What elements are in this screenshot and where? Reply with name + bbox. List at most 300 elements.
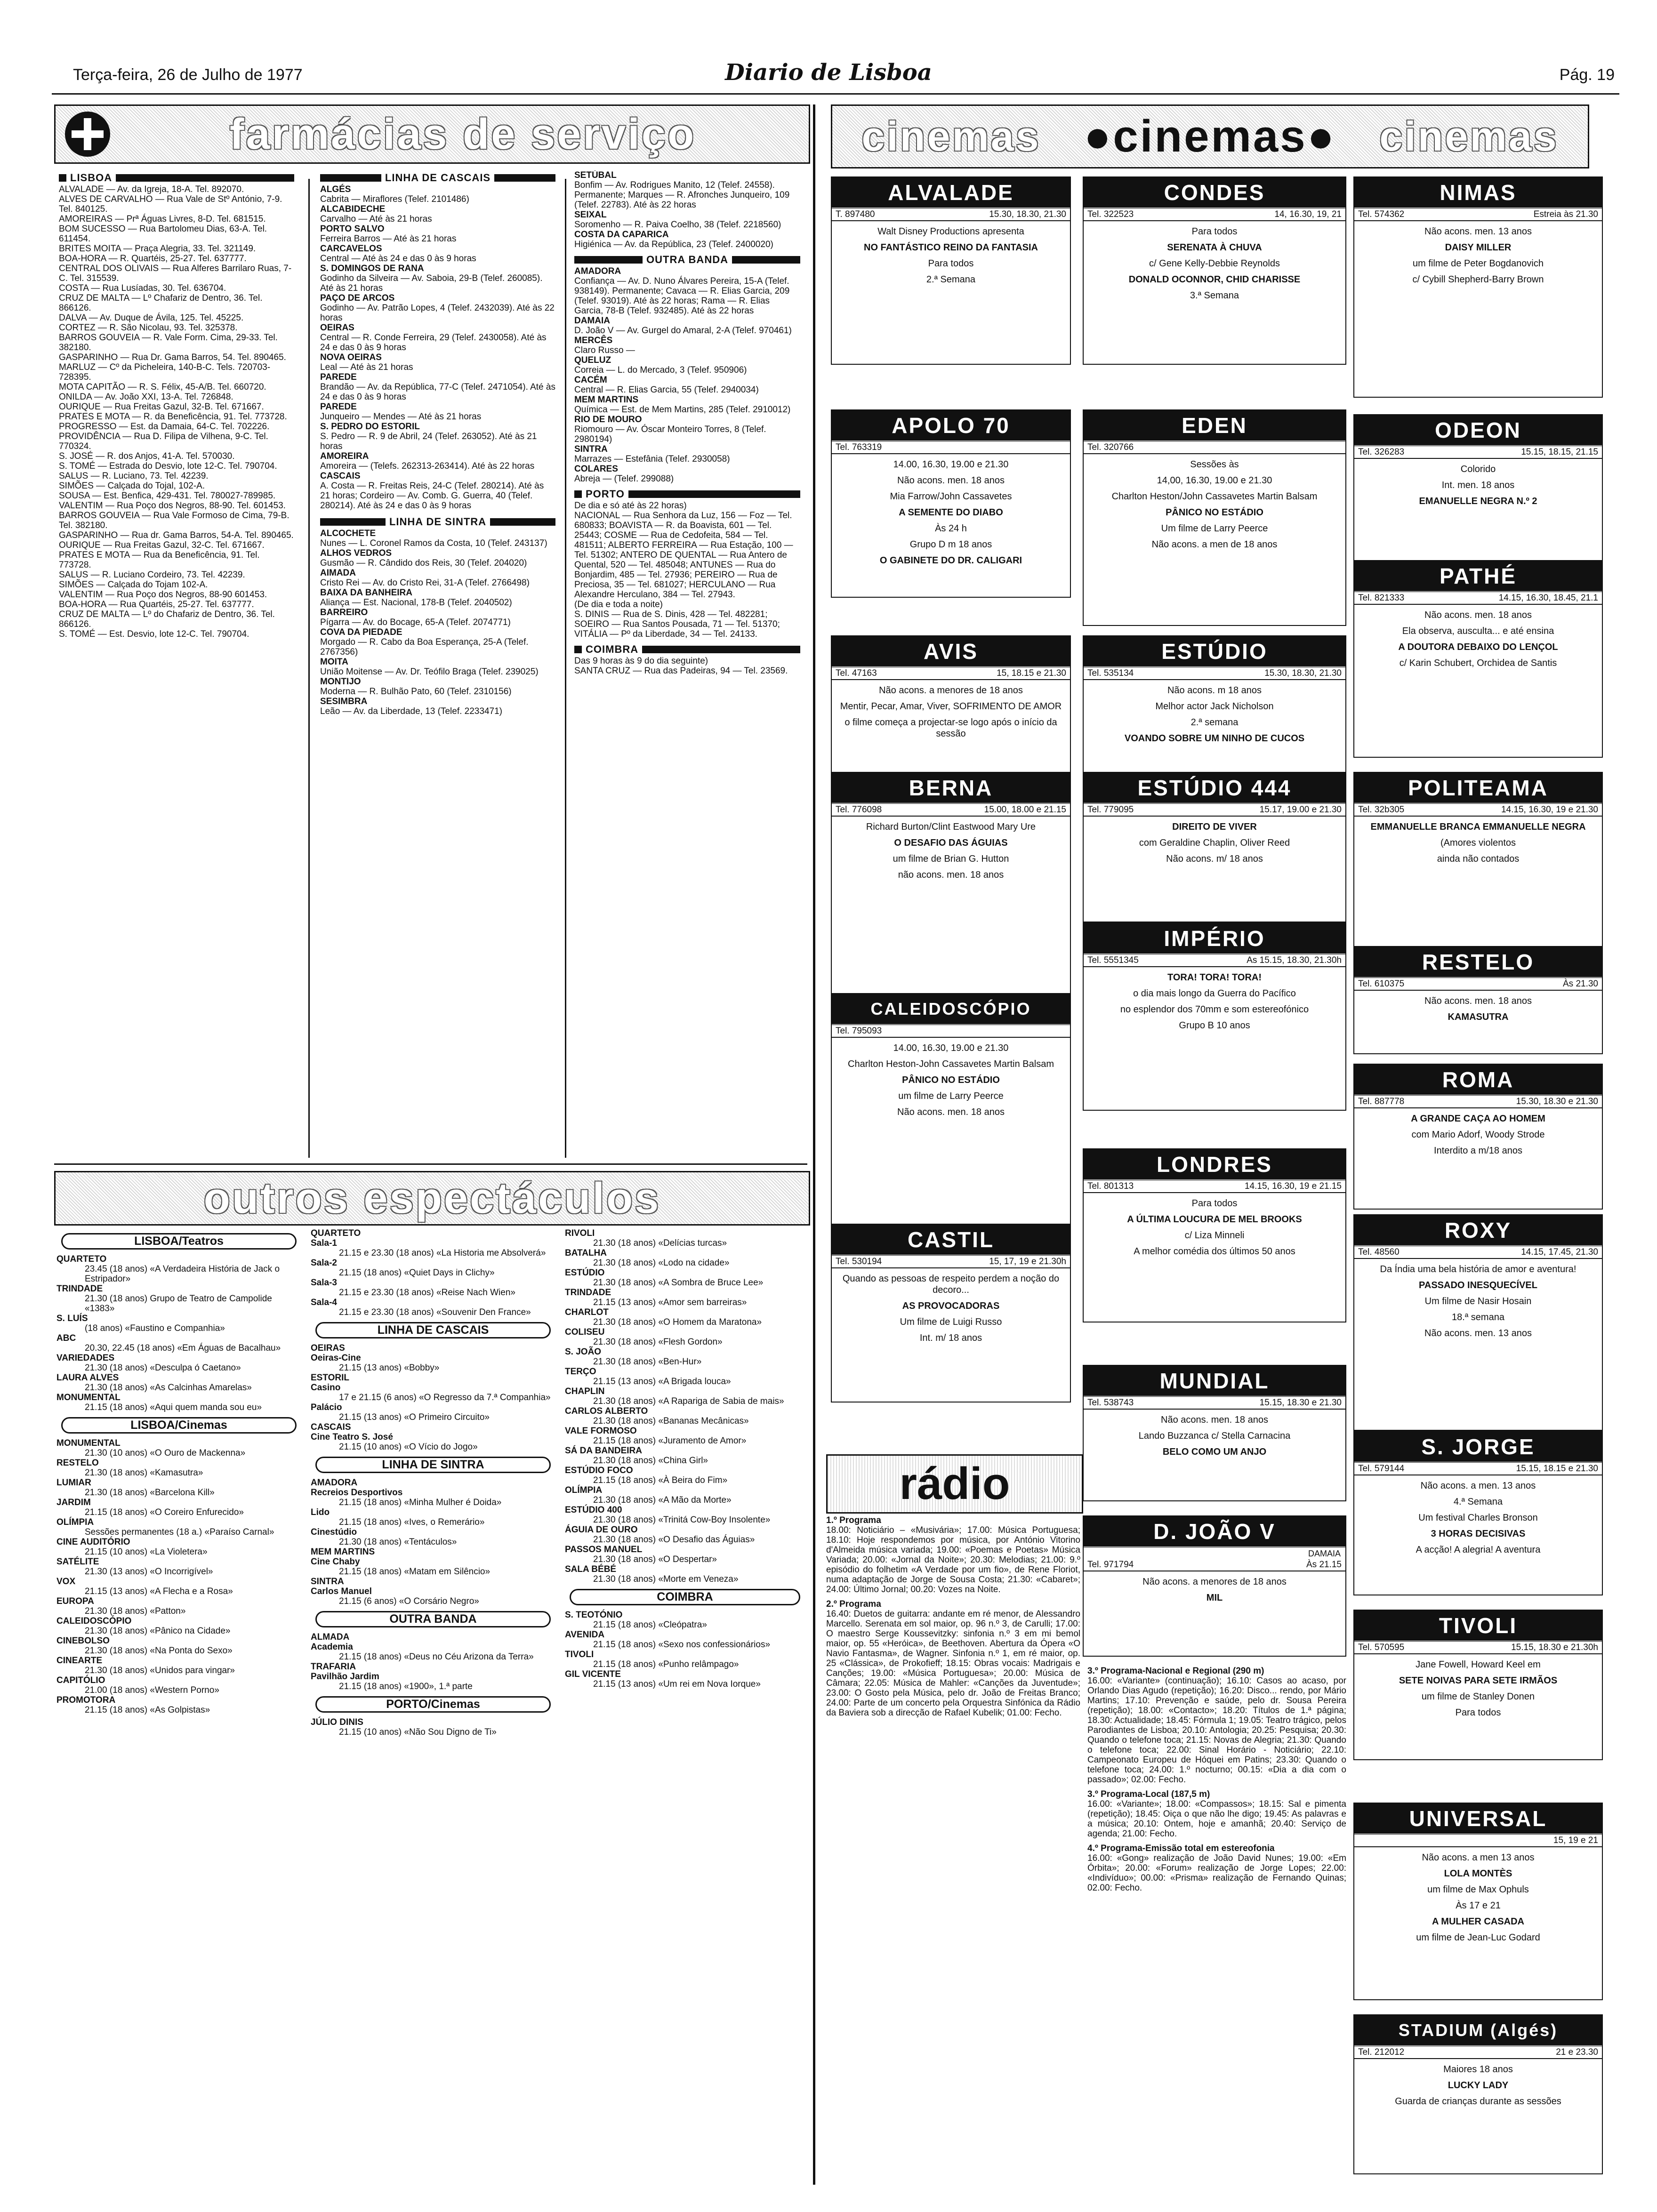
cinema-times: 15.17, 19.00 e 21.30 — [1259, 805, 1342, 815]
cinema-line: um filme de Max Ophuls — [1427, 1884, 1529, 1895]
venue-name: Lido — [311, 1507, 330, 1517]
cinema-phone-times — [1084, 804, 1345, 817]
venue-name: CHARLOT — [565, 1307, 609, 1317]
pharmacy-entry: COLARES — [574, 464, 618, 474]
farmacias-cascais-column — [320, 170, 555, 1163]
cinema-name: S. JORGE — [1354, 1432, 1602, 1463]
cinema-line: PÂNICO NO ESTÁDIO — [902, 1075, 1000, 1085]
cinema-times: 15.30, 18.30 e 21.30 — [1516, 1097, 1598, 1106]
cinema-line: Int. m/ 18 anos — [919, 1333, 982, 1343]
cinema-phone-times — [1084, 1559, 1345, 1571]
pharmacy-entry: SALUS — R. Luciano, 73. Tel. 42239. — [59, 471, 209, 481]
cinema-line: 3.ª Semana — [1190, 290, 1239, 301]
cinema-name: RESTELO — [1354, 947, 1602, 978]
pharmacy-entry: PROGRESSO — Est. da Damaia, 64-C. Tel. 702226. — [59, 422, 270, 432]
venue-name: Sala-4 — [311, 1298, 337, 1307]
cinema-box — [1353, 176, 1603, 398]
pharmacy-entry: Godinho — Av. Patrão Lopes, 4 (Telef. 2432039). Até às 22 horas — [320, 303, 555, 323]
cinema-box — [1353, 1431, 1603, 1595]
cinema-times: 14.15, 16.30, 18.45, 21.1 — [1498, 593, 1598, 603]
pharmacy-entry: MOTA CAPITÃO — R. S. Félix, 45-A/B. Tel. 660720. — [59, 382, 266, 392]
venue-name: TRINDADE — [56, 1284, 103, 1294]
pharmacy-entry: PORTO SALVO — [320, 224, 385, 234]
cinema-line: 18.ª semana — [1452, 1312, 1504, 1322]
pharmacy-entry: Central — R. Elias Garcia, 55 (Telef. 2940034) — [574, 385, 759, 395]
venue-name: EUROPA — [56, 1596, 94, 1606]
cinema-name: IMPÉRIO — [1084, 923, 1345, 955]
radio-col-2 — [1087, 1666, 1346, 2193]
cinema-line: A GRANDE CAÇA AO HOMEM — [1411, 1114, 1545, 1124]
venue-name: CINEBOLSO — [56, 1636, 110, 1646]
pharmacy-entry: COVA DA PIEDADE — [320, 627, 402, 637]
cinema-line: AS PROVOCADORAS — [902, 1301, 1000, 1311]
cinema-phone-times — [832, 1026, 1070, 1038]
cinema-line: Charlton Heston-John Cassavetes Martin Balsam — [848, 1059, 1054, 1069]
cinema-phone: Tel. 776098 — [836, 805, 882, 815]
cinema-line: Quando as pessoas de respeito perdem a noção do decoro... — [842, 1274, 1060, 1295]
cinema-phone: Tel. 971794 — [1087, 1560, 1134, 1570]
cinema-phone: Tel. 763319 — [836, 442, 882, 452]
farmacias-title: farmácias de serviço — [229, 110, 696, 158]
cinema-line: A MULHER CASADA — [1432, 1916, 1524, 1927]
pharmacy-entry: OURIQUE — Rua Freitas Gazul, 32-C. Tel. 671667. — [59, 540, 265, 550]
cinema-name: MUNDIAL — [1084, 1366, 1345, 1397]
venue-show: 21.15 (18 anos) «Juramento de Amor» — [593, 1436, 747, 1446]
venue-show: 21.15 (13 anos) «A Flecha e a Rosa» — [85, 1587, 233, 1596]
pharmacy-entry: Carvalho — Até às 21 horas — [320, 214, 432, 224]
cinema-line: A SEMENTE DO DIABO — [899, 507, 1003, 518]
radio-title: rádio — [899, 1459, 1010, 1509]
venue-show: 21.30 (13 anos) «O Incorrigível» — [85, 1567, 213, 1577]
cinema-line: Um filme de Larry Peerce — [1161, 523, 1268, 534]
venue-show: 21.15 (18 anos) «Aqui quem manda sou eu» — [85, 1403, 262, 1412]
cinema-line: Sessões às — [1190, 459, 1239, 470]
venue-show: 21.15 (13 anos) «Bobby» — [339, 1363, 440, 1373]
venue-name: Palácio — [311, 1403, 342, 1412]
cinema-line: Melhor actor Jack Nicholson — [1155, 701, 1274, 712]
venue-show: 21.15 (18 anos) «À Beira do Fim» — [593, 1475, 728, 1485]
cinema-phone: Tel. 610375 — [1358, 979, 1405, 989]
cinemas-banner-center: ●cinemas● — [1084, 111, 1336, 161]
venue-show: 21.15 (18 anos) «As Golpistas» — [85, 1705, 210, 1715]
radio-col-1 — [826, 1515, 1080, 2193]
cinema-times: 14.15, 16.30, 19 e 21.15 — [1244, 1181, 1342, 1191]
cinema-times: 15.15, 18.15, 21.15 — [1521, 447, 1598, 457]
cinema-name: CASTIL — [832, 1225, 1070, 1256]
pharmacy-entry: DAMAIA — [574, 316, 610, 326]
outra-list — [574, 266, 800, 484]
pharmacy-entry: QUELUZ — [574, 355, 611, 365]
cinema-name: APOLO 70 — [832, 410, 1070, 442]
pharmacy-entry: Brandão — Av. da República, 77-C (Telef. 2471054). Até às 24 e das 0 às 9 horas — [320, 382, 555, 402]
venue-name: MEM MARTINS — [311, 1547, 375, 1557]
pharmacy-entry: VALENTIM — Rua Poço dos Negros, 88-90. Tel. 601453. — [59, 501, 286, 511]
pharmacy-entry: BOM SUCESSO — Rua Bartolomeu Dias, 63-A. Tel. 611454. — [59, 224, 267, 244]
venue-name: Sala-3 — [311, 1278, 337, 1288]
pharmacy-entry: BARREIRO — [320, 608, 368, 617]
pharmacy-entry: Riomouro — Av. Óscar Monteiro Torres, 8 (Telef. 2980194) — [574, 425, 766, 444]
venue-show: 21.15 (18 anos) «1900», 1.ª parte — [339, 1682, 473, 1691]
venue-name: Oeiras-Cine — [311, 1353, 361, 1363]
venue-name: S. TEOTÓNIO — [565, 1610, 623, 1620]
cascais-list — [320, 184, 555, 511]
venue-show: 21.30 (18 anos) «Ben-Hur» — [593, 1357, 702, 1367]
pharmacy-entry: Leal — Até às 21 horas — [320, 362, 413, 372]
cinema-box — [831, 409, 1071, 598]
venue-show: 21.15 (18 anos) «Deus no Céu Arizona da Terra» — [339, 1652, 534, 1662]
radio-p3-text: 16.00: «Variante» (continuação); 16.10: Casos ao acaso, por Orlando Dias Agudo (repetição); 16.20: Disco... rendo, por Mário Martins; 17.10: Prevenção e saúde, pelo dr. Sousa Pereira (repetição); 18.00: «Contacto»; 18.20: Títulos de 1.ª página; 18.30: Actualidade; 18.45: Fórmula 1; 19.05: Teatro trágico, pelos Parodiantes de Lisboa; 20.10: Antologia; 20.25: Pesquisa; 20.30: Quando o telefone toca; 21.15: Novas de Alegria; 21.30: Quando o telefone toca; 22.00: Sinal Horário - Noticiário; 22.10: Campeonato Europeu de Hóquei em Patins; 23.30: Quando o telefone toca; 24.00: 1.º nocturno; 00.15: «Dia a dia com o passado»; 02.00: Fecho. — [1087, 1676, 1346, 1785]
pharmacy-entry: SETÚBAL — [574, 170, 617, 180]
cinema-line: no esplendor dos 70mm e som estereofónico — [1120, 1004, 1309, 1015]
cinema-line: Lando Buzzanca c/ Stella Carnacina — [1138, 1431, 1291, 1441]
pharmacy-entry: Gusmão — R. Cândido dos Reis, 30 (Telef. 204020) — [320, 558, 527, 568]
pharmacy-entry: ALCOCHETE — [320, 529, 376, 538]
pharmacy-entry: PAREDE — [320, 372, 357, 382]
cinema-phone: Tel. 538743 — [1087, 1398, 1134, 1408]
venue-show: 21.15 (6 anos) «O Corsário Negro» — [339, 1596, 479, 1606]
pharmacy-entry: Marrazes — Estefânia (Telef. 2930058) — [574, 454, 730, 464]
cinema-times: 15.30, 18.30, 21.30 — [1264, 668, 1342, 678]
cinema-box — [1083, 635, 1346, 777]
venue-name: VALE FORMOSO — [565, 1426, 637, 1436]
cinema-line: Da Índia uma bela história de amor e aventura! — [1380, 1264, 1577, 1274]
pharmacy-entry: PAREDE — [320, 402, 357, 412]
cinema-phone: Tel. 322523 — [1087, 209, 1134, 219]
venue-name: QUARTETO — [311, 1228, 361, 1238]
cinema-line: Um festival Charles Bronson — [1418, 1513, 1538, 1523]
cinema-line: Mentir, Pecar, Amar, Viver, SOFRIMENTO DE AMOR — [840, 701, 1062, 712]
pharmacy-entry: PRATES E MOTA — Rua da Beneficência, 91. Tel. 773728. — [59, 550, 260, 570]
venue-name: CINEARTE — [56, 1656, 103, 1666]
cinemas-banner-right: cinemas — [1379, 113, 1559, 160]
pharmacy-entry: Moderna — R. Bulhão Pato, 60 (Telef. 2310156) — [320, 687, 512, 697]
venue-name: CHAPLIN — [565, 1387, 605, 1396]
cinemas-banner-left: cinemas — [861, 113, 1041, 160]
farmacias-lisboa-column — [59, 170, 294, 1163]
pharmacy-entry: Claro Russo — — [574, 345, 635, 355]
cinema-line: TORA! TORA! TORA! — [1167, 972, 1262, 983]
cinema-phone-times — [1354, 1463, 1602, 1475]
cinema-times: 14.15, 17.45, 21.30 — [1521, 1247, 1598, 1257]
cinema-line: Não acons. men. 18 anos — [1424, 996, 1532, 1006]
pharmacy-entry: ONILDA — Av. João XXI, 13-A. Tel. 726848. — [59, 392, 233, 402]
cinema-box — [831, 176, 1071, 365]
venue-show: 21.30 (18 anos) «Bananas Mecânicas» — [593, 1416, 749, 1426]
header-date: Terça-feira, 26 de Julho de 1977 — [73, 66, 303, 84]
cinema-line: Para todos — [928, 258, 974, 269]
venue-show: 21.15 (10 anos) «La Violetera» — [85, 1547, 208, 1557]
cinema-times: Às 21.15 — [1306, 1560, 1342, 1570]
cinema-line: 14.00, 16.30, 19.00 e 21.30 — [893, 459, 1009, 470]
venue-name: BATALHA — [565, 1248, 607, 1258]
farmacias-bottom-rule — [54, 1163, 807, 1165]
venue-show: 21.30 (18 anos) «A Sombra de Bruce Lee» — [593, 1278, 764, 1288]
pharmacy-entry: MONTIJO — [320, 677, 361, 687]
cinema-box — [1083, 1365, 1346, 1501]
pharmacy-entry: BARROS GOUVEIA — Rua Vale Formoso de Cima, 79-B. Tel. 382180. — [59, 511, 290, 530]
venue-name: RIVOLI — [565, 1228, 595, 1238]
cinema-line: LOLA MONTÈS — [1444, 1868, 1512, 1879]
venue-show: 21.30 (18 anos) «Barcelona Kill» — [85, 1488, 215, 1498]
venue-show: 21.00 (18 anos) «Western Porno» — [85, 1685, 219, 1695]
cinema-line: DAISY MILLER — [1445, 242, 1512, 253]
cinema-name: D. JOÃO V — [1084, 1516, 1345, 1548]
cinema-box — [1083, 922, 1346, 1111]
cinema-name: PATHÉ — [1354, 561, 1602, 593]
venue-show: 21.30 (18 anos) «A Mão da Morte» — [593, 1495, 732, 1505]
cinema-line: MIL — [1206, 1593, 1223, 1603]
pharmacy-entry: S. JOSÉ — R. dos Anjos, 41-A. Tel. 570030. — [59, 451, 235, 461]
pharmacy-entry: Central — R. Conde Ferreira, 29 (Telef. 2430058). Até às 24 e das 0 às 9 horas — [320, 333, 547, 353]
lisboa-list — [59, 184, 294, 639]
cinema-box — [1083, 409, 1346, 626]
venue-name: Recreios Desportivos — [311, 1488, 403, 1498]
cinema-line: um filme de Jean-Luc Godard — [1416, 1932, 1540, 1943]
cinema-phone: Tel. 779095 — [1087, 805, 1134, 815]
cinema-phone: Tel. 535134 — [1087, 668, 1134, 678]
cinema-box — [1353, 1214, 1603, 1431]
pharmacy-entry: SESIMBRA — [320, 697, 368, 706]
cinema-line: Um filme de Nasir Hosain — [1424, 1296, 1532, 1306]
pharmacy-entry: Morgado — R. Cabo da Boa Esperança, 25-A (Telef. 2767356) — [320, 637, 529, 657]
cinema-line: Int. men. 18 anos — [1441, 480, 1515, 490]
espectaculos-col-3 — [565, 1228, 805, 2188]
cinema-line: Um filme de Luigi Russo — [900, 1317, 1002, 1327]
venue-name: CASCAIS — [311, 1422, 351, 1432]
cinema-box — [1353, 414, 1603, 565]
pharmacy-entry: S. PEDRO DO ESTORIL — [320, 422, 420, 432]
pharmacy-entry: Amoreira — (Telefs. 262313-263414). Até às 22 horas — [320, 461, 535, 471]
cinema-line: Não acons. men. 13 anos — [1424, 1328, 1532, 1338]
pharmacy-entry: MOITA — [320, 657, 348, 667]
pharmacy-entry: Aliança — Est. Nacional, 178-B (Telef. 2040502) — [320, 598, 512, 608]
venue-name: Cine Chaby — [311, 1557, 360, 1567]
cinema-line: ainda não contados — [1437, 854, 1520, 864]
pharmacy-entry: A. Costa — R. Freitas Reis, 24-C (Telef. 280214). Até às 21 horas; Cordeiro — Av. Comb. G. Guerra, 40 (Telef. 280214). Até às 24 e das 0 às 9 horas — [320, 481, 544, 511]
pharmacy-entry: OURIQUE — Rua Freitas Gazul, 32-B. Tel. 671667. — [59, 402, 264, 412]
cinema-line: LUCKY LADY — [1448, 2080, 1509, 2091]
setubal-list — [574, 170, 800, 249]
venue-name: OLÍMPIA — [565, 1485, 603, 1495]
cinema-phone: Tel. 48560 — [1358, 1247, 1400, 1257]
venue-name: TIVOLI — [565, 1650, 594, 1659]
venue-name: SÁ DA BANDEIRA — [565, 1446, 642, 1456]
cinema-line: Mia Farrow/John Cassavetes — [890, 491, 1012, 502]
venue-name: JARDIM — [56, 1498, 91, 1507]
cinema-phone-times — [832, 1256, 1070, 1268]
divider-vertical-2 — [565, 179, 566, 1158]
venue-name: TRAFARIA — [311, 1662, 356, 1672]
pharmacy-entry: MERCÊS — [574, 336, 613, 345]
cinema-name: LONDRES — [1084, 1149, 1345, 1181]
cinema-line: Para todos — [1191, 1198, 1238, 1209]
cinema-box — [1353, 1064, 1603, 1210]
pharmacy-entry: BARROS GOUVEIA — R. Vale Form. Cima, 29-33. Tel. 382180. — [59, 333, 278, 353]
pharmacy-entry: Godinho da Silveira — Av. Saboia, 29-B (Telef. 260085). Até às 21 horas — [320, 273, 543, 293]
cinema-times: 14.15, 16.30, 19 e 21.30 — [1501, 805, 1598, 815]
venue-name: PROMOTORA — [56, 1695, 116, 1705]
pharmacy-entry: SIMÕES — Calçada do Tojam 102-A. — [59, 580, 208, 590]
venue-name: Sala-2 — [311, 1258, 337, 1268]
venue-show: 23.45 (18 anos) «A Verdadeira História de Jack o Estripador» — [85, 1264, 280, 1284]
cinema-line: Não acons. men. 18 anos — [1424, 610, 1532, 620]
pharmacy-entry: BAIXA DA BANHEIRA — [320, 588, 412, 598]
cinema-phone: Tel. 574362 — [1358, 209, 1405, 219]
radio-banner — [826, 1454, 1083, 1514]
cinema-phone: Tel. 887778 — [1358, 1097, 1405, 1106]
cinema-location: DAMAIA — [1308, 1549, 1341, 1558]
cinema-line: Para todos — [1191, 226, 1238, 237]
cinema-box — [1353, 1803, 1603, 2000]
cinema-box — [831, 772, 1071, 1007]
pharmacy-entry: ALHOS VEDROS — [320, 548, 392, 558]
cinema-phone: Tel. 47163 — [836, 668, 877, 678]
cinemas-banner — [831, 104, 1589, 168]
pharmacy-entry: ALVALADE — Av. da Igreja, 18-A. Tel. 892070. — [59, 184, 244, 194]
cinema-line: A DOUTORA DEBAIXO DO LENÇOL — [1398, 642, 1558, 652]
cinema-box — [1083, 1148, 1346, 1322]
cinema-line: SERENATA À CHUVA — [1167, 242, 1262, 253]
cinema-box — [1353, 946, 1603, 1054]
venue-name: SALA BÉBÉ — [565, 1564, 617, 1574]
cinema-phone-times — [832, 209, 1070, 221]
venue-name: RESTELO — [56, 1458, 99, 1468]
radio-p5-heading: 4.º Programa-Emissão total em estereofonia — [1087, 1843, 1275, 1853]
cinema-line: um filme de Brian G. Hutton — [893, 854, 1009, 864]
cinema-name: TIVOLI — [1354, 1611, 1602, 1642]
cinema-line: Guarda de crianças durante as sessões — [1395, 2096, 1561, 2107]
espectaculos-col-2 — [311, 1228, 555, 2188]
cinema-line: O GABINETE DO DR. CALIGARI — [879, 555, 1022, 566]
venue-show: 21.30 (18 anos) «A Rapariga de Sabia de mais» — [593, 1396, 784, 1406]
cinema-phone: Tel. 32b305 — [1358, 805, 1405, 815]
cinema-phone-times — [1354, 978, 1602, 991]
cinema-line: Não acons. m 18 anos — [1167, 685, 1262, 696]
venue-show: 21.15 (18 anos) «Quiet Days in Clichy» — [339, 1268, 495, 1278]
venue-name: ESTÚDIO — [565, 1268, 605, 1278]
venue-name: OLÍMPIA — [56, 1517, 94, 1527]
pharmacy-entry: Química — Est. de Mem Martins, 285 (Telef. 2910012) — [574, 405, 791, 415]
divider-vertical-main — [813, 104, 815, 2185]
cinema-phone: Tel. 212012 — [1358, 2047, 1405, 2057]
cinema-phone: Tel. 530194 — [836, 1257, 882, 1266]
coimbra-list — [574, 656, 800, 676]
cinema-line: Richard Burton/Clint Eastwood Mary Ure — [866, 822, 1036, 832]
cinema-line: A acção! A alegria! A aventura — [1416, 1545, 1541, 1555]
venue-name: CAPITÓLIO — [56, 1675, 105, 1685]
cinema-box — [1083, 772, 1346, 922]
header-rule — [52, 93, 1619, 95]
cinema-line: com Mario Adorf, Woody Strode — [1411, 1130, 1545, 1140]
pharmacy-entry: Confiança — Av. D. Nuno Álvares Pereira, 15-A (Telef. 938149). Permanente; Cavaca — R. Elias Garcia, 209 (Telef. 93019). Até às 22 horas; Rama — R. Elias Garcia, 78-B (Telef. 932485). Até às 22 horas — [574, 276, 790, 316]
radio-p1-text: 18.00: Noticiário – «Musivária»; 17.00: Música Portuguesa; 18.10: Hoje respondemos por música, por António Vitorino d'Almeida música variada; 19.00: «Poemas e Poetas» Música Variada; 20.00: «Jornal da Noite»; 20.30: Melodias; 21.00: 9.º episódio do folhetim «A Verdade por um fio», de Rene Floriot, numa adaptação de Jorge de Sousa Costa; 21.30: «Cabaret»; 24.00: Último Jornal; 00.20: Vozes na Noite. — [826, 1525, 1080, 1595]
cinema-times: 15.15, 18.15 e 21.30 — [1516, 1464, 1598, 1474]
venue-show: 21.30 (18 anos) «Unidos para vingar» — [85, 1666, 235, 1675]
cinema-line: um filme de Stanley Donen — [1421, 1691, 1535, 1702]
venue-show: 21.15 e 23.30 (18 anos) «Souvenir Den France» — [339, 1307, 531, 1317]
cinema-line: Maiores 18 anos — [1443, 2064, 1513, 2075]
venue-show: 21.15 (13 anos) «O Primeiro Circuito» — [339, 1412, 490, 1422]
venue-name: ESTORIL — [311, 1373, 349, 1383]
venue-name: OEIRAS — [311, 1343, 345, 1353]
pharmacy-entry: SIMÕES — Calçada do Tojal, 102-A. — [59, 481, 205, 491]
pharmacy-entry: De dia e só até às 22 horas) — [574, 501, 687, 511]
pharmacy-entry: MEM MARTINS — [574, 395, 639, 405]
cinema-line: 14,00, 16.30, 19.00 e 21.30 — [1157, 475, 1272, 486]
cinema-phone-times — [1084, 1181, 1345, 1193]
radio-p5-text: 16.00: «Gong» realização de João David Nunes; 19.00: «Em Órbita»; 20.00: «Forum» realização de Jorge Lopes; 22.00: «Indivíduo»; 00.00: «Prisma» realização de Fernando Quinas; 02.00: Fecho. — [1087, 1853, 1346, 1893]
espectaculos-col-1 — [56, 1228, 301, 2188]
cinema-line: o dia mais longo da Guerra do Pacífico — [1133, 988, 1296, 999]
cinema-phone-times — [1354, 1096, 1602, 1108]
cinema-name: NIMAS — [1354, 177, 1602, 209]
pharmacy-entry: Leão — Av. da Liberdade, 13 (Telef. 2233471) — [320, 706, 502, 716]
venue-show: 20.30, 22.45 (18 anos) «Em Águas de Bacalhau» — [85, 1343, 281, 1353]
venue-show: 21.30 (18 anos) «Kamasutra» — [85, 1468, 203, 1478]
venue-show: 21.15 (10 anos) «Não Sou Digno de Ti» — [339, 1727, 497, 1737]
pharmacy-entry: S. TOMÉ — Est. Desvio, lote 12-C. Tel. 790704. — [59, 629, 249, 639]
cinema-phone-times — [832, 442, 1070, 454]
venue-show: 21.30 (18 anos) «Tentáculos» — [339, 1537, 457, 1547]
venue-show: 21.15 (18 anos) «Ives, o Remerário» — [339, 1517, 485, 1527]
cinema-phone-times — [1354, 804, 1602, 817]
cinema-line: O DESAFIO DAS ÁGUIAS — [894, 838, 1008, 848]
cinema-times: 15.15, 18.30 e 21.30 — [1259, 1398, 1342, 1408]
cinema-line: Não acons. a men. 13 anos — [1420, 1481, 1536, 1491]
venue-show: Sessões permanentes (18 a.) «Paraíso Carnal» — [85, 1527, 274, 1537]
venue-show: 21.30 (18 anos) «O Desafio das Águias» — [593, 1535, 755, 1545]
venue-name: PASSOS MANUEL — [565, 1545, 643, 1555]
pharmacy-entry: União Moitense — Av. Dr. Teófilo Braga (Telef. 239025) — [320, 667, 539, 677]
divider-vertical-1 — [308, 179, 310, 1158]
pharmacy-entry: RIO DE MOURO — [574, 415, 642, 425]
section-tag: LISBOA/Cinemas — [61, 1417, 297, 1434]
section-tag: LINHA DE CASCAIS — [315, 1322, 551, 1338]
pharmacy-entry: CRUZ DE MALTA — Lº Chafariz de Dentro, 36. Tel. 866126. — [59, 293, 263, 313]
pharmacy-entry: AMOREIRAS — Prª Águas Livres, 8-D. Tel. 681515. — [59, 214, 266, 224]
outra-banda-heading: OUTRA BANDA — [574, 254, 800, 265]
pharmacy-entry: GASPARINHO — Rua Dr. Gama Barros, 54. Tel. 890465. — [59, 353, 286, 362]
cinema-name: UNIVERSAL — [1354, 1803, 1602, 1835]
cinema-name: CALEIDOSCÓPIO — [832, 994, 1070, 1026]
sintra-list — [320, 529, 555, 716]
cinema-name: AVIS — [832, 636, 1070, 668]
cinema-times: 15.30, 18.30, 21.30 — [989, 209, 1066, 219]
venue-name: ABC — [56, 1333, 76, 1343]
venue-name: ESTÚDIO 400 — [565, 1505, 622, 1515]
venue-show: 21.15 (18 anos) «Minha Mulher é Doida» — [339, 1498, 502, 1507]
venue-show: 21.30 (18 anos) «China Girl» — [593, 1456, 708, 1466]
cinema-line: Não acons. men. 18 anos — [1161, 1415, 1268, 1425]
pharmacy-entry: MARLUZ — Cº da Picheleira, 140-B-C. Tels. 720703-728395. — [59, 362, 271, 382]
venue-name: LUMIAR — [56, 1478, 91, 1488]
pharmacy-entry: Bonfim — Av. Rodrigues Manito, 12 (Telef. 24558). Permanente; Marques — R. Afronches Junqueiro, 109 (Telef. 22783). Até às 22 horas — [574, 180, 790, 210]
cinema-phone-times — [1084, 1397, 1345, 1410]
pharmacy-entry: CORTEZ — R. São Nicolau, 93. Tel. 325378. — [59, 323, 238, 333]
pharmacy-entry: S. DINIS — Rua de S. Dinis, 428 — Tel. 482281; SOEIRO — Rua Santos Pousada, 71 — Tel. 51370; VITÁLIA — Pº da Liberdade, 34 — Tel. 24133. — [574, 609, 780, 639]
pharmacy-entry: Das 9 horas às 9 do dia seguinte) — [574, 656, 708, 666]
masthead: Diario de Lisboa — [725, 59, 932, 86]
cinema-line: c/ Liza Minneli — [1184, 1230, 1245, 1241]
pharmacy-entry: VALENTIM — Rua Poço dos Negros, 88-90 601453. — [59, 590, 267, 600]
section-tag: OUTRA BANDA — [315, 1611, 551, 1627]
pharmacy-entry: D. João V — Av. Gurgel do Amaral, 2-A (Telef. 970461) — [574, 326, 792, 336]
venue-name: S. JOÃO — [565, 1347, 602, 1357]
pharmacy-entry: Junqueiro — Mendes — Até às 21 horas — [320, 412, 482, 422]
venue-show: 21.30 (18 anos) Grupo de Teatro de Campolide «1383» — [85, 1294, 272, 1314]
coimbra-heading: COIMBRA — [574, 644, 800, 655]
venue-show: 21.30 (18 anos) «Patton» — [85, 1606, 186, 1616]
